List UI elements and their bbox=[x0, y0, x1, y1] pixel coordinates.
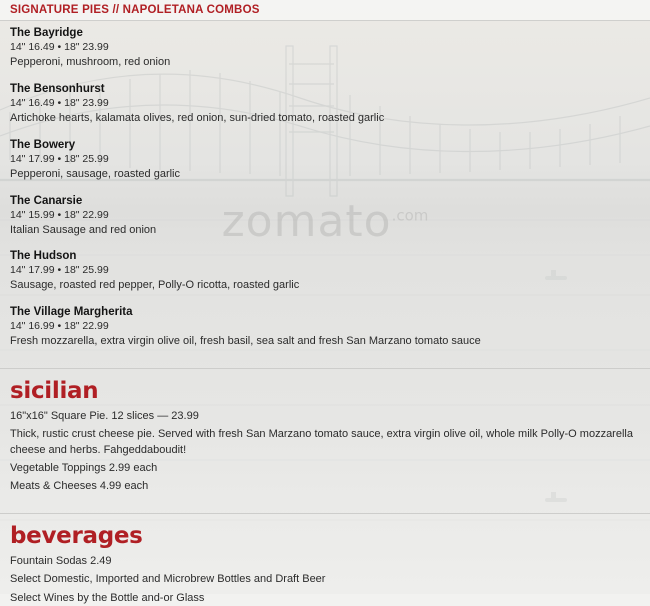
sicilian-block bbox=[0, 409, 650, 494]
pie-description: Fresh mozzarella, extra virgin olive oil, fresh basil, sea salt and fresh San Marzano tomato sauce bbox=[10, 335, 481, 348]
signature-pies-header: SIGNATURE PIES // NAPOLETANA COMBOS bbox=[0, 0, 650, 21]
beverages-line: Select Domestic, Imported and Microbrew Bottles and Draft Beer bbox=[10, 573, 326, 586]
pie-prices: 14" 16.99 • 18" 22.99 bbox=[10, 320, 109, 333]
watermark-suffix: .com bbox=[391, 206, 429, 225]
list-item bbox=[10, 195, 640, 238]
pie-prices: 14" 16.49 • 18" 23.99 bbox=[10, 41, 109, 53]
pie-description: Italian Sausage and red onion bbox=[10, 223, 157, 236]
sicilian-heading: sicilian bbox=[10, 378, 99, 405]
pie-name: The Village Margherita bbox=[10, 306, 133, 319]
section-divider bbox=[0, 513, 650, 514]
pie-description: Pepperoni, sausage, roasted garlic bbox=[10, 167, 180, 180]
pie-prices: 14" 16.49 • 18" 23.99 bbox=[10, 96, 109, 109]
beverages-line: Select Wines by the Bottle and-or Glass bbox=[10, 591, 205, 604]
pie-prices: 14" 15.99 • 18" 22.99 bbox=[10, 208, 109, 221]
pie-name: The Bowery bbox=[10, 138, 76, 151]
signature-pies-list bbox=[0, 21, 650, 366]
sicilian-line: Thick, rustic crust cheese pie. Served with fresh San Marzano tomato sauce, extra virgin olive oil, whole milk Polly-O mozzarella cheese and herbs. Fahgeddaboudit! bbox=[10, 428, 633, 456]
pie-prices: 14" 17.99 • 18" 25.99 bbox=[10, 152, 109, 165]
list-item bbox=[10, 139, 640, 182]
beverages-block bbox=[0, 554, 650, 606]
section-divider bbox=[0, 368, 650, 369]
pie-name: The Canarsie bbox=[10, 194, 83, 207]
pie-description: Sausage, roasted red pepper, Polly-O ricotta, roasted garlic bbox=[10, 279, 300, 292]
sicilian-line: Meats & Cheeses 4.99 each bbox=[10, 479, 149, 492]
pie-description: Pepperoni, mushroom, red onion bbox=[10, 56, 171, 68]
list-item bbox=[10, 83, 640, 126]
beverages-line: Fountain Sodas 2.49 bbox=[10, 555, 112, 568]
sicilian-line: 16"x16" Square Pie. 12 slices — 23.99 bbox=[10, 410, 199, 423]
pie-description: Artichoke hearts, kalamata olives, red onion, sun-dried tomato, roasted garlic bbox=[10, 111, 385, 124]
pie-name: The Hudson bbox=[10, 250, 77, 263]
spacer bbox=[0, 497, 650, 511]
pie-name: The Bayridge bbox=[10, 27, 83, 39]
pie-name: The Bensonhurst bbox=[10, 82, 105, 95]
watermark-text: zomato bbox=[221, 196, 392, 247]
pie-prices: 14" 17.99 • 18" 25.99 bbox=[10, 264, 109, 277]
beverages-heading: beverages bbox=[10, 523, 143, 550]
list-item bbox=[10, 27, 640, 70]
list-item bbox=[10, 306, 640, 349]
sicilian-line: Vegetable Toppings 2.99 each bbox=[10, 461, 158, 474]
list-item bbox=[10, 250, 640, 293]
